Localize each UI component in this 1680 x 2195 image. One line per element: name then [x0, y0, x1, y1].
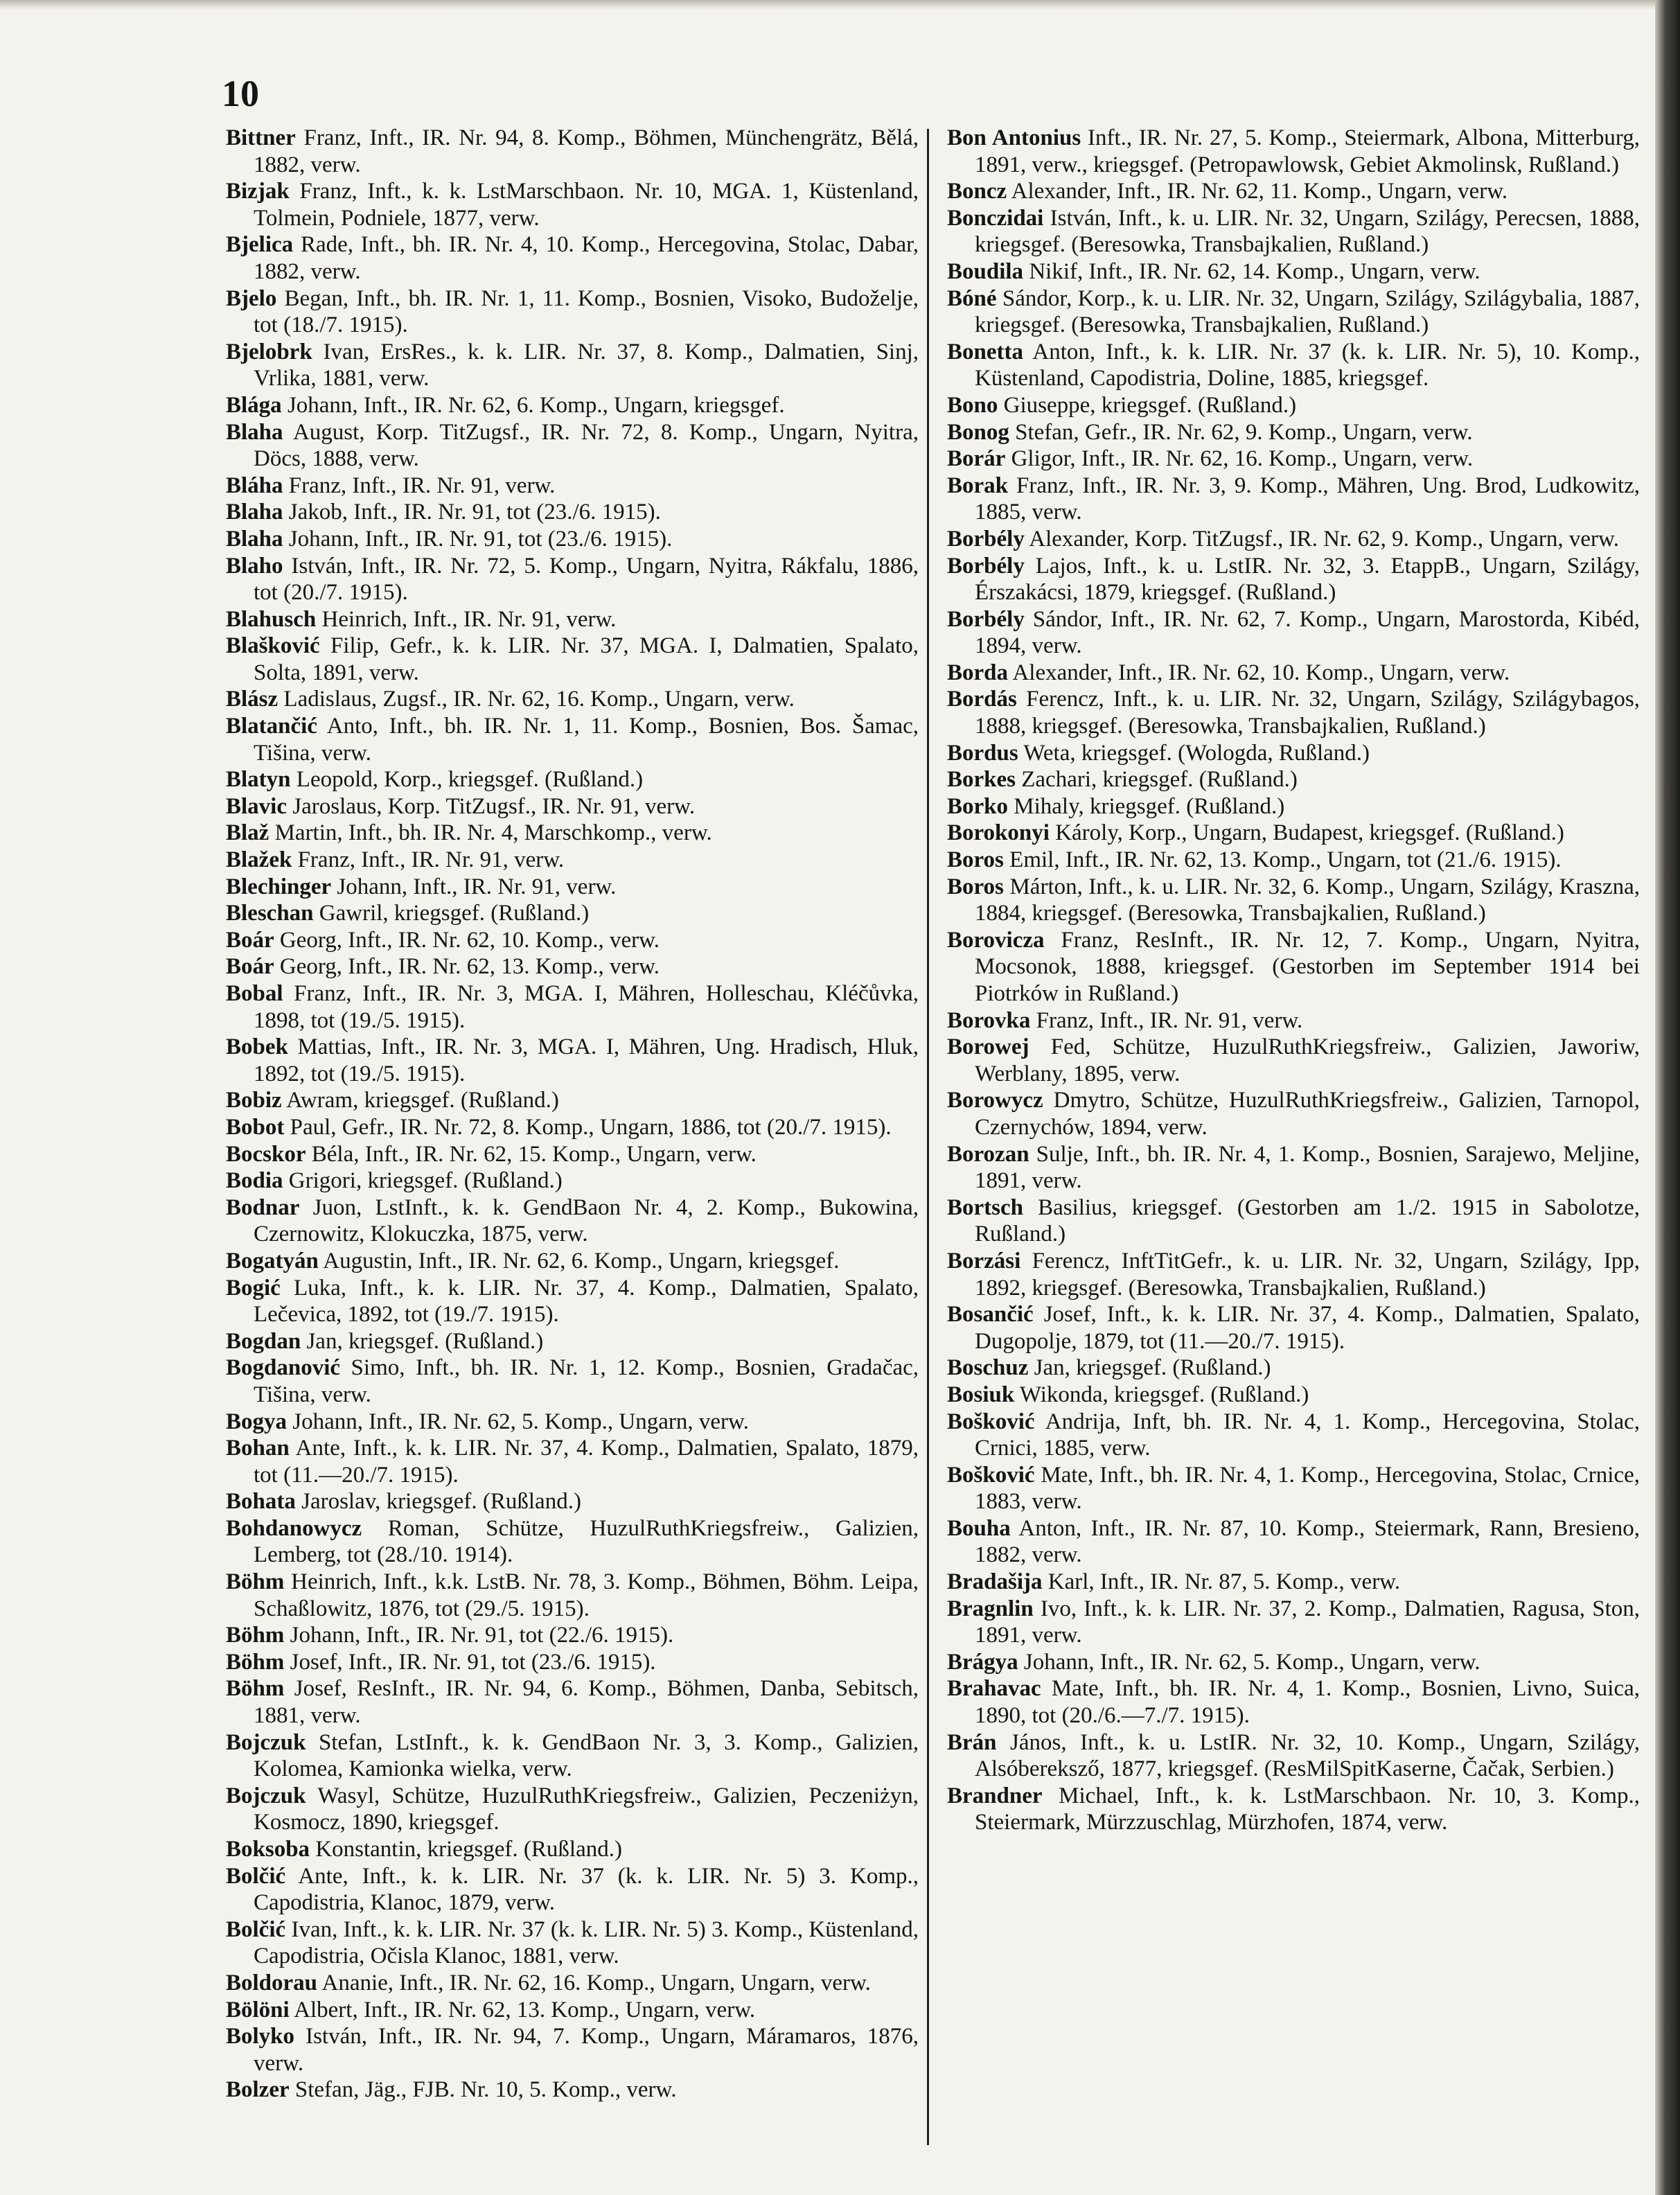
entry-surname: Blavic: [226, 793, 287, 819]
list-entry: [226, 1569, 919, 1622]
entry-details: Juon, LstInft., k. k. GendBaon Nr. 4, 2. Komp., Bukowina, Czernowitz, Klokuczka, 1875, verw.: [254, 1195, 919, 1247]
entry-surname: Bojczuk: [226, 1783, 306, 1808]
list-entry: [226, 499, 919, 526]
list-entry: [947, 927, 1640, 1007]
list-entry: [226, 633, 919, 686]
entry-details: Jan, kriegsgef. (Rußland.): [306, 1328, 544, 1354]
entry-details: Gawril, kriegsgef. (Rußland.): [319, 901, 590, 926]
list-entry: [226, 606, 919, 633]
entry-details: Mihaly, kriegsgef. (Rußland.): [1014, 793, 1285, 819]
entry-details: Fed, Schütze, HuzulRuthKriegsfreiw., Galizien, Jaworiw, Werblany, 1895, verw.: [975, 1034, 1641, 1086]
list-entry: [947, 1301, 1640, 1355]
entry-surname: Bono: [947, 392, 998, 418]
entry-details: Jaroslav, kriegsgef. (Rußland.): [301, 1489, 581, 1515]
entry-details: Gligor, Inft., IR. Nr. 62, 16. Komp., Ungarn, verw.: [1011, 446, 1474, 472]
list-entry: [226, 1328, 919, 1355]
list-entry: [947, 473, 1640, 526]
entry-details: Martin, Inft., bh. IR. Nr. 4, Marschkomp., verw.: [274, 820, 712, 846]
entry-details: Konstantin, kriegsgef. (Rußland.): [315, 1837, 622, 1862]
entry-surname: Bláha: [226, 473, 283, 498]
entry-surname: Boár: [226, 954, 274, 980]
list-entry: [947, 1087, 1640, 1140]
entry-surname: Bjelo: [226, 285, 277, 311]
entry-surname: Bordus: [947, 740, 1018, 766]
entry-surname: Bortsch: [947, 1195, 1023, 1220]
entry-surname: Bogya: [226, 1409, 288, 1434]
entry-details: Alexander, Korp. TitZugsf., IR. Nr. 62, 9. Komp., Ungarn, verw.: [1029, 526, 1619, 552]
entry-surname: Borbély: [947, 526, 1025, 552]
list-entry: [947, 1783, 1640, 1836]
column-divider: [927, 129, 929, 2145]
entry-details: Karl, Inft., IR. Nr. 87, 5. Komp., verw.: [1047, 1569, 1401, 1595]
entry-surname: Bolčić: [226, 1916, 286, 1942]
list-entry: [226, 1435, 919, 1488]
entry-surname: Borbély: [947, 553, 1025, 579]
entry-surname: Blaha: [226, 526, 283, 552]
list-entry: [947, 660, 1640, 687]
entry-surname: Blatyn: [226, 767, 291, 793]
entry-surname: Böhm: [226, 1569, 285, 1595]
entry-surname: Bogić: [226, 1275, 281, 1301]
entry-surname: Borár: [947, 446, 1006, 472]
entry-details: Johann, Inft., IR. Nr. 62, 5. Komp., Ungarn, verw.: [1023, 1649, 1480, 1675]
list-entry: [226, 953, 919, 980]
list-entry: [947, 553, 1640, 606]
list-entry: [226, 1863, 919, 1916]
list-entry: [226, 1275, 919, 1328]
list-entry: [947, 1649, 1640, 1676]
list-entry: [947, 820, 1640, 847]
entry-surname: Bon Antonius: [947, 125, 1081, 150]
entry-surname: Boros: [947, 874, 1004, 899]
entry-details: Heinrich, Inft., k.k. LstB. Nr. 78, 3. Komp., Böhmen, Böhm. Leipa, Schaßlowitz, 1876, tot (29./5. 1915).: [254, 1569, 919, 1621]
list-entry: [226, 1141, 919, 1168]
entry-details: István, Inft., k. u. LIR. Nr. 32, Ungarn, Szilágy, Perecsen, 1888, kriegsgef. (Beresowka, Transbajkalien, Rußland.): [975, 205, 1640, 258]
list-entry: [947, 1382, 1640, 1409]
list-entry: [226, 874, 919, 901]
entry-details: Josef, Inft., k. k. LIR. Nr. 37, 4. Komp., Dalmatien, Spalato, Dugopolje, 1879, tot (11.—20./7. 1915).: [975, 1302, 1641, 1354]
entry-details: Heinrich, Inft., IR. Nr. 91, verw.: [321, 606, 617, 632]
list-entry: [947, 526, 1640, 553]
entry-surname: Bošković: [947, 1462, 1035, 1488]
list-entry: [226, 339, 919, 392]
list-entry: [226, 125, 919, 178]
entry-surname: Boksoba: [226, 1837, 310, 1862]
entry-surname: Boudila: [947, 258, 1024, 284]
list-entry: [226, 1488, 919, 1515]
list-entry: [226, 1836, 919, 1863]
entry-details: Stefan, Jäg., FJB. Nr. 10, 5. Komp., verw.: [294, 2077, 677, 2103]
entry-details: Franz, Inft., k. k. LstMarschbaon. Nr. 10, MGA. 1, Küstenland, Tolmein, Podniele, 1877, verw.: [254, 179, 919, 231]
list-entry: [947, 339, 1640, 392]
entry-details: Ivan, Inft., k. k. LIR. Nr. 37 (k. k. LIR. Nr. 5) 3. Komp., Küstenland, Capodistria, Očisla Klanoc, 1881, verw.: [254, 1916, 919, 1969]
entry-surname: Blaha: [226, 500, 283, 525]
entry-details: Anto, Inft., bh. IR. Nr. 1, 11. Komp., Bosnien, Bos. Šamac, Tišina, verw.: [254, 714, 919, 766]
entry-details: Rade, Inft., bh. IR. Nr. 4, 10. Komp., Hercegovina, Stolac, Dabar, 1882, verw.: [254, 232, 919, 284]
entry-surname: Bogdanović: [226, 1355, 341, 1381]
entry-surname: Bobiz: [226, 1088, 282, 1113]
list-entry: [226, 553, 919, 606]
entry-details: István, Inft., IR. Nr. 72, 5. Komp., Ungarn, Nyitra, Rákfalu, 1886, tot (20./7. 1915).: [254, 553, 919, 606]
list-entry: [226, 1622, 919, 1649]
list-entry: [947, 793, 1640, 820]
entry-surname: Boncz: [947, 179, 1007, 204]
entry-surname: Bobot: [226, 1114, 285, 1140]
entry-details: Franz, Inft., IR. Nr. 3, MGA. I, Mähren, Holleschau, Kléčůvka, 1898, tot (19./5. 1915).: [254, 981, 919, 1033]
entry-details: Franz, ResInft., IR. Nr. 12, 7. Komp., Ungarn, Nyitra, Mocsonok, 1888, kriegsgef. (Gestorben im September 1914 bei Piotrków in Rußland.): [975, 927, 1640, 1006]
entry-surname: Boschuz: [947, 1355, 1029, 1381]
list-entry: [947, 1248, 1640, 1301]
entry-details: Sándor, Korp., k. u. LIR. Nr. 32, Ungarn, Szilágy, Szilágybalia, 1887, kriegsgef. (Beresowka, Transbajkalien, Rußland.): [975, 285, 1640, 338]
list-entry: [226, 1248, 919, 1275]
entry-details: Anton, Inft., k. k. LIR. Nr. 37 (k. k. LIR. Nr. 5), 10. Komp., Küstenland, Capodistria, Doline, 1885, kriegsgef.: [975, 339, 1640, 391]
entry-surname: Bosančić: [947, 1302, 1034, 1328]
page-top-edge: [0, 0, 1680, 10]
entry-details: Awram, kriegsgef. (Rußland.): [286, 1088, 559, 1113]
entry-details: Jan, kriegsgef. (Rußland.): [1034, 1355, 1271, 1381]
entry-surname: Bittner: [226, 125, 296, 150]
entry-surname: Bleschan: [226, 901, 314, 926]
entry-surname: Borowej: [947, 1034, 1029, 1060]
entry-details: Basilius, kriegsgef. (Gestorben am 1./2. 1915 in Sabolotze, Rußland.): [975, 1195, 1641, 1247]
entry-details: Sulje, Inft., bh. IR. Nr. 4, 1. Komp., Bosnien, Sarajewo, Meljine, 1891, verw.: [975, 1141, 1641, 1194]
list-entry: [947, 1034, 1640, 1087]
entry-details: Ferencz, InftTitGefr., k. u. LIR. Nr. 32, Ungarn, Szilágy, Ipp, 1892, kriegsgef. (Beresowka, Transbajkalien, Rußland.): [975, 1248, 1640, 1301]
list-entry: [947, 1355, 1640, 1382]
entry-details: Johann, Inft., IR. Nr. 91, tot (23./6. 1915).: [288, 526, 673, 552]
entry-details: Franz, Inft., IR. Nr. 94, 8. Komp., Böhmen, Münchengrätz, Bělá, 1882, verw.: [254, 125, 919, 177]
list-entry: [947, 874, 1640, 927]
entry-surname: Brán: [947, 1729, 997, 1755]
list-entry: [226, 766, 919, 793]
entry-surname: Bohata: [226, 1489, 296, 1515]
entry-details: Alexander, Inft., IR. Nr. 62, 10. Komp., Ungarn, verw.: [1012, 660, 1510, 685]
entry-details: Károly, Korp., Ungarn, Budapest, kriegsgef. (Rußland.): [1055, 820, 1564, 846]
entry-details: Andrija, Inft, bh. IR. Nr. 4, 1. Komp., Hercegovina, Stolac, Crnici, 1885, verw.: [975, 1409, 1640, 1461]
entry-surname: Borovka: [947, 1007, 1031, 1033]
list-entry: [226, 2077, 919, 2104]
list-entry: [947, 419, 1640, 446]
list-entry: [226, 231, 919, 285]
list-entry: [226, 686, 919, 713]
list-entry: [226, 1114, 919, 1141]
entry-details: Ante, Inft., k. k. LIR. Nr. 37 (k. k. LIR. Nr. 5) 3. Komp., Capodistria, Klanoc, 1879, verw.: [254, 1863, 919, 1916]
entry-surname: Borkes: [947, 767, 1016, 793]
entry-surname: Bouha: [947, 1515, 1011, 1541]
list-entry: [226, 392, 919, 419]
entry-details: János, Inft., k. u. LstIR. Nr. 32, 10. Komp., Ungarn, Szilágy, Alsóbereksző, 1877, kriegsgef. (ResMilSpitKaserne, Čačak, Serbien.): [975, 1729, 1640, 1782]
entry-surname: Bohan: [226, 1436, 290, 1461]
left-column: [226, 125, 919, 2104]
entry-details: Grigori, kriegsgef. (Rußland.): [288, 1168, 563, 1194]
entry-surname: Bordás: [947, 687, 1017, 712]
entry-details: Dmytro, Schütze, HuzulRuthKriegsfreiw., Galizien, Tarnopol, Czernychów, 1894, verw.: [975, 1088, 1641, 1140]
list-entry: [226, 980, 919, 1034]
right-column: [947, 125, 1640, 1836]
list-entry: [947, 1596, 1640, 1649]
entry-surname: Brandner: [947, 1783, 1043, 1808]
page-right-edge: [1655, 0, 1680, 2195]
entry-surname: Boldorau: [226, 1970, 318, 1995]
entry-surname: Blažek: [226, 847, 292, 873]
entry-surname: Blechinger: [226, 874, 332, 899]
list-entry: [947, 847, 1640, 874]
list-entry: [947, 1195, 1640, 1248]
entry-surname: Bjelica: [226, 232, 294, 258]
entry-details: Georg, Inft., IR. Nr. 62, 13. Komp., verw.: [279, 954, 660, 980]
entry-details: Paul, Gefr., IR. Nr. 72, 8. Komp., Ungarn, 1886, tot (20./7. 1915).: [290, 1114, 892, 1140]
entry-details: Weta, kriegsgef. (Wologda, Rußland.): [1023, 740, 1370, 766]
list-entry: [226, 1649, 919, 1676]
entry-details: Ante, Inft., k. k. LIR. Nr. 37, 4. Komp., Dalmatien, Spalato, 1879, tot (11.—20./7. 1915).: [254, 1436, 919, 1488]
entry-surname: Blahusch: [226, 606, 317, 632]
entry-details: Ferencz, Inft., k. u. LIR. Nr. 32, Ungarn, Szilágy, Szilágybagos, 1888, kriegsgef. (Beresowka, Transbajkalien, Rußland.): [975, 687, 1640, 739]
list-entry: [947, 740, 1640, 767]
entry-details: Ivan, ErsRes., k. k. LIR. Nr. 37, 8. Komp., Dalmatien, Sinj, Vrlika, 1881, verw.: [254, 339, 919, 391]
entry-details: István, Inft., IR. Nr. 94, 7. Komp., Ungarn, Máramaros, 1876, verw.: [254, 2024, 919, 2076]
entry-surname: Bobek: [226, 1034, 288, 1060]
entry-surname: Brágya: [947, 1649, 1018, 1675]
list-entry: [226, 820, 919, 847]
entry-surname: Bjelobrk: [226, 339, 312, 364]
entry-surname: Bojczuk: [226, 1729, 306, 1755]
list-entry: [226, 1729, 919, 1783]
entry-surname: Bolyko: [226, 2024, 295, 2049]
entry-surname: Borovicza: [947, 927, 1045, 953]
entry-details: Sándor, Inft., IR. Nr. 62, 7. Komp., Ungarn, Marostorda, Kibéd, 1894, verw.: [975, 606, 1641, 659]
list-entry: [947, 1515, 1640, 1569]
entry-details: Albert, Inft., IR. Nr. 62, 13. Komp., Ungarn, verw.: [294, 1997, 756, 2022]
entry-surname: Boár: [226, 927, 274, 953]
entry-details: Nikif, Inft., IR. Nr. 62, 14. Komp., Ungarn, verw.: [1029, 258, 1480, 284]
entry-details: Roman, Schütze, HuzulRuthKriegsfreiw., Galizien, Lemberg, tot (28./10. 1914).: [254, 1515, 919, 1568]
list-entry: [226, 927, 919, 954]
entry-details: Filip, Gefr., k. k. LIR. Nr. 37, MGA. I, Dalmatien, Spalato, Solta, 1891, verw.: [254, 633, 919, 685]
entry-surname: Bogatyán: [226, 1248, 319, 1273]
entry-surname: Blaha: [226, 419, 283, 445]
entry-surname: Borda: [947, 660, 1009, 685]
entry-surname: Bocskor: [226, 1141, 306, 1167]
list-entry: [226, 1515, 919, 1569]
entry-details: Ananie, Inft., IR. Nr. 62, 16. Komp., Ungarn, Ungarn, verw.: [321, 1970, 871, 1995]
entry-surname: Böhm: [226, 1676, 285, 1702]
list-entry: [226, 178, 919, 231]
entry-surname: Bolzer: [226, 2077, 290, 2103]
entry-details: Luka, Inft., k. k. LIR. Nr. 37, 4. Komp., Dalmatien, Spalato, Lečevica, 1892, tot (19./7. 1915).: [254, 1275, 919, 1328]
entry-surname: Bragnlin: [947, 1596, 1034, 1621]
entry-details: Alexander, Inft., IR. Nr. 62, 11. Komp., Ungarn, verw.: [1011, 179, 1508, 204]
entry-surname: Bogdan: [226, 1328, 301, 1354]
entry-details: Anton, Inft., IR. Nr. 87, 10. Komp., Steiermark, Rann, Bresieno, 1882, verw.: [975, 1515, 1640, 1568]
entry-details: Stefan, LstInft., k. k. GendBaon Nr. 3, 3. Komp., Galizien, Kolomea, Kamionka wielka, verw.: [254, 1729, 919, 1782]
entry-surname: Bölöni: [226, 1997, 290, 2022]
list-entry: [226, 1997, 919, 2024]
entry-surname: Borokonyi: [947, 820, 1050, 846]
entry-details: Johann, Inft., IR. Nr. 91, verw.: [337, 874, 617, 899]
entry-details: Emil, Inft., IR. Nr. 62, 13. Komp., Ungarn, tot (21./6. 1915).: [1009, 847, 1562, 873]
entry-details: Josef, Inft., IR. Nr. 91, tot (23./6. 1915).: [290, 1649, 656, 1675]
entry-details: Franz, Inft., IR. Nr. 91, verw.: [1036, 1007, 1303, 1033]
entry-details: Johann, Inft., IR. Nr. 91, tot (22./6. 1915).: [290, 1623, 674, 1648]
entry-surname: Blaž: [226, 820, 269, 846]
list-entry: [947, 258, 1640, 285]
list-entry: [947, 446, 1640, 473]
entry-details: Franz, Inft., IR. Nr. 91, verw.: [297, 847, 565, 873]
entry-surname: Bradašija: [947, 1569, 1043, 1595]
entry-details: Béla, Inft., IR. Nr. 62, 15. Komp., Ungarn, verw.: [311, 1141, 757, 1167]
entry-details: Inft., IR. Nr. 27, 5. Komp., Steiermark, Albona, Mitterburg, 1891, verw., kriegsgef. (Petropawlowsk, Gebiet Akmolinsk, Rußland.): [975, 125, 1640, 177]
entry-surname: Bošković: [947, 1409, 1035, 1434]
list-entry: [947, 686, 1640, 739]
entry-details: Leopold, Korp., kriegsgef. (Rußland.): [296, 767, 644, 793]
list-entry: [947, 1729, 1640, 1783]
entry-details: Franz, Inft., IR. Nr. 91, verw.: [288, 473, 556, 498]
list-entry: [947, 205, 1640, 258]
entry-surname: Borak: [947, 473, 1009, 498]
entry-details: Jakob, Inft., IR. Nr. 91, tot (23./6. 1915).: [288, 500, 661, 525]
entry-details: Zachari, kriegsgef. (Rußland.): [1021, 767, 1298, 793]
entry-details: Mate, Inft., bh. IR. Nr. 4, 1. Komp., Bosnien, Livno, Suica, 1890, tot (20./6.—7./7. 1915).: [975, 1676, 1641, 1729]
list-entry: [226, 1783, 919, 1836]
list-entry: [947, 1409, 1640, 1462]
list-entry: [226, 1195, 919, 1248]
entry-surname: Blaho: [226, 553, 283, 579]
entry-details: August, Korp. TitZugsf., IR. Nr. 72, 8. Komp., Ungarn, Nyitra, Döcs, 1888, verw.: [254, 419, 919, 472]
list-entry: [947, 285, 1640, 339]
list-entry: [226, 526, 919, 553]
entry-surname: Bodia: [226, 1168, 283, 1194]
entry-details: Josef, ResInft., IR. Nr. 94, 6. Komp., Böhmen, Danba, Sebitsch, 1881, verw.: [254, 1676, 919, 1729]
entry-details: Stefan, Gefr., IR. Nr. 62, 9. Komp., Ungarn, verw.: [1015, 419, 1473, 445]
entry-surname: Bonog: [947, 419, 1009, 445]
entry-surname: Blága: [226, 392, 282, 418]
list-entry: [226, 2023, 919, 2077]
entry-details: Began, Inft., bh. IR. Nr. 1, 11. Komp., Bosnien, Visoko, Budoželje, tot (18./7. 1915).: [254, 285, 919, 338]
entry-surname: Bohdanowycz: [226, 1515, 362, 1541]
list-entry: [226, 1916, 919, 1970]
list-entry: [226, 847, 919, 874]
entry-details: Augustin, Inft., IR. Nr. 62, 6. Komp., Ungarn, kriegsgef.: [323, 1248, 840, 1273]
entry-surname: Blatančić: [226, 714, 317, 739]
entry-details: Johann, Inft., IR. Nr. 62, 5. Komp., Ungarn, verw.: [292, 1409, 749, 1434]
list-entry: [226, 285, 919, 339]
entry-details: Ladislaus, Zugsf., IR. Nr. 62, 16. Komp., Ungarn, verw.: [283, 687, 795, 712]
entry-details: Mattias, Inft., IR. Nr. 3, MGA. I, Mähren, Ung. Hradisch, Hluk, 1892, tot (19./5. 1915).: [254, 1034, 919, 1086]
list-entry: [947, 1569, 1640, 1596]
entry-surname: Bóné: [947, 285, 997, 311]
list-entry: [226, 419, 919, 473]
entry-surname: Boros: [947, 847, 1004, 873]
list-entry: [947, 1141, 1640, 1195]
entry-surname: Borko: [947, 793, 1009, 819]
entry-details: Lajos, Inft., k. u. LstIR. Nr. 32, 3. EtappB., Ungarn, Szilágy, Érszakácsi, 1879, kriegsgef. (Rußland.): [975, 553, 1640, 606]
entry-details: Wikonda, kriegsgef. (Rußland.): [1019, 1382, 1309, 1407]
entry-surname: Böhm: [226, 1649, 285, 1675]
entry-details: Michael, Inft., k. k. LstMarschbaon. Nr. 10, 3. Komp., Steiermark, Mürzzuschlag, Mürzhofen, 1874, verw.: [975, 1783, 1640, 1835]
list-entry: [226, 1409, 919, 1436]
entry-details: Simo, Inft., bh. IR. Nr. 1, 12. Komp., Bosnien, Gradačac, Tišina, verw.: [254, 1355, 919, 1407]
entry-surname: Brahavac: [947, 1676, 1041, 1702]
entry-surname: Blašković: [226, 633, 320, 659]
list-entry: [947, 1007, 1640, 1034]
entry-surname: Bosiuk: [947, 1382, 1015, 1407]
list-entry: [226, 1167, 919, 1195]
entry-surname: Böhm: [226, 1623, 285, 1648]
list-entry: [947, 606, 1640, 660]
entry-details: Ivo, Inft., k. k. LIR. Nr. 37, 2. Komp., Dalmatien, Ragusa, Ston, 1891, verw.: [975, 1596, 1640, 1648]
entry-surname: Borozan: [947, 1141, 1029, 1167]
entry-details: Giuseppe, kriegsgef. (Rußland.): [1003, 392, 1297, 418]
page-number: 10: [222, 73, 259, 114]
list-entry: [226, 900, 919, 927]
list-entry: [226, 1970, 919, 1997]
entry-surname: Bodnar: [226, 1195, 300, 1220]
entry-surname: Bonczidai: [947, 205, 1044, 231]
list-entry: [947, 766, 1640, 793]
entry-surname: Blász: [226, 687, 278, 712]
list-entry: [226, 1355, 919, 1408]
entry-details: Márton, Inft., k. u. LIR. Nr. 32, 6. Komp., Ungarn, Szilágy, Kraszna, 1884, kriegsgef. (Beresowka, Transbajkalien, Rußland.): [975, 874, 1640, 926]
list-entry: [947, 1675, 1640, 1729]
list-entry: [947, 1462, 1640, 1515]
entry-surname: Borbély: [947, 606, 1025, 632]
entry-details: Wasyl, Schütze, HuzulRuthKriegsfreiw., Galizien, Peczeniżyn, Kosmocz, 1890, kriegsgef.: [254, 1783, 919, 1835]
list-entry: [947, 392, 1640, 419]
entry-details: Johann, Inft., IR. Nr. 62, 6. Komp., Ungarn, kriegsgef.: [287, 392, 785, 418]
list-entry: [226, 1034, 919, 1087]
list-entry: [947, 178, 1640, 205]
entry-surname: Bonetta: [947, 339, 1023, 364]
entry-surname: Bolčić: [226, 1863, 286, 1889]
list-entry: [226, 473, 919, 500]
list-entry: [226, 713, 919, 766]
entry-surname: Bobal: [226, 981, 283, 1006]
entry-details: Jaroslaus, Korp. TitZugsf., IR. Nr. 91, verw.: [292, 793, 696, 819]
entry-details: Georg, Inft., IR. Nr. 62, 10. Komp., verw.: [279, 927, 660, 953]
entry-details: Mate, Inft., bh. IR. Nr. 4, 1. Komp., Hercegovina, Stolac, Crnice, 1883, verw.: [975, 1462, 1640, 1515]
list-entry: [947, 125, 1640, 178]
list-entry: [226, 1675, 919, 1729]
entry-details: Franz, Inft., IR. Nr. 3, 9. Komp., Mähren, Ung. Brod, Ludkowitz, 1885, verw.: [975, 473, 1641, 525]
entry-surname: Bizjak: [226, 179, 290, 204]
list-entry: [226, 1087, 919, 1114]
entry-surname: Borowycz: [947, 1088, 1043, 1113]
list-entry: [226, 793, 919, 820]
entry-surname: Borzási: [947, 1248, 1021, 1273]
